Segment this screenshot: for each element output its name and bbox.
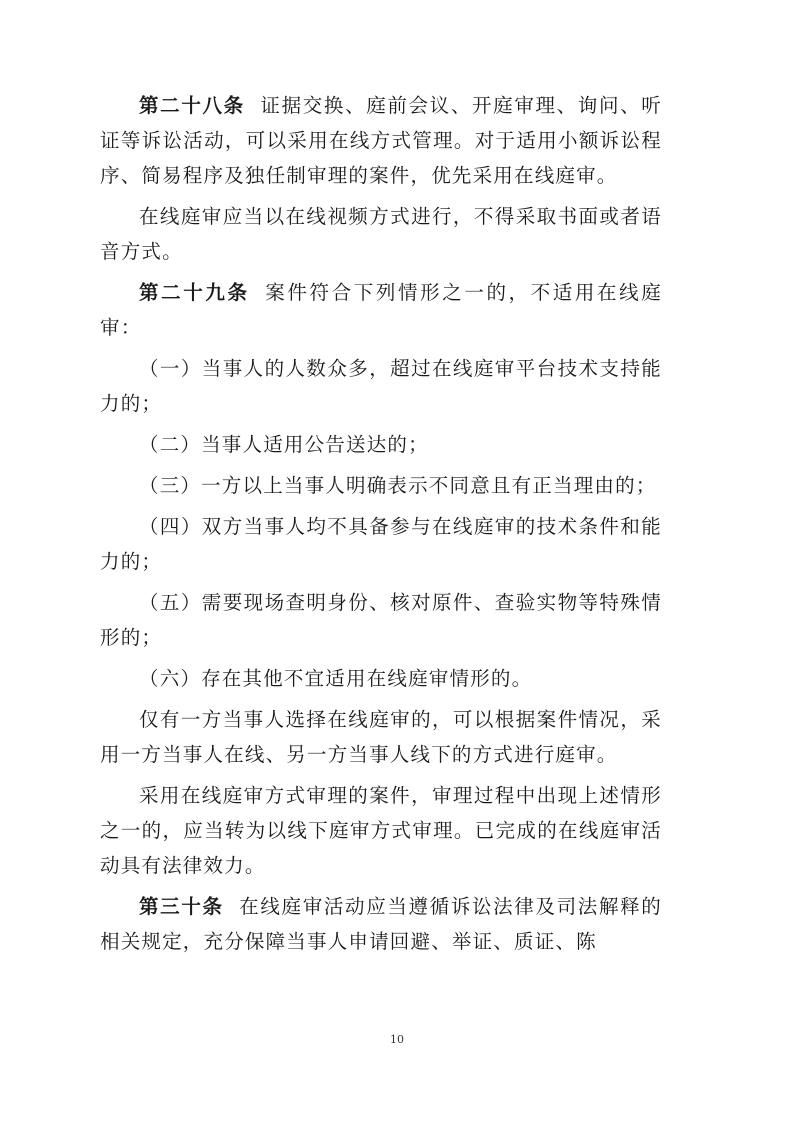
- article-29-item-3: （三）一方以上当事人明确表示不同意且有正当理由的；: [139, 474, 657, 497]
- article-29-item-5: （五）需要现场查明身份、核对原件、查验实物等特殊情形的；: [100, 591, 662, 649]
- article-29-item-2: （二）当事人适用公告送达的；: [139, 433, 429, 456]
- page-number: 10: [390, 1033, 404, 1046]
- article-30: [100, 889, 662, 959]
- article-28: [100, 88, 662, 193]
- article-30-text: 在线庭审活动应当遵循诉讼法律及司法解释的相关规定，充分保障当事人申请回避、举证、质证、陈: [100, 895, 662, 953]
- article-29-heading: 第二十九条: [139, 281, 250, 304]
- article-28-text: 证据交换、庭前会议、开庭审理、询问、听证等诉讼活动，可以采用在线方式管理。对于适用小额诉讼程序、简易程序及独任制审理的案件，优先采用在线庭审。: [100, 94, 662, 187]
- article-29: [100, 275, 662, 345]
- article-29-item-1: （一）当事人的人数众多，超过在线庭审平台技术支持能力的；: [100, 357, 662, 415]
- article-29-item-6: （六）存在其他不宜适用在线庭审情形的。: [139, 667, 533, 690]
- document-body: [100, 88, 662, 959]
- article-29-item-4: （四）双方当事人均不具备参与在线庭审的技术条件和能力的；: [100, 515, 662, 573]
- article-29-text: 案件符合下列情形之一的，不适用在线庭审：: [100, 281, 662, 339]
- article-30-heading: 第三十条: [139, 895, 224, 918]
- article-29-paragraph-a: 仅有一方当事人选择在线庭审的，可以根据案件情况，采用一方当事人在线、另一方当事人线下的方式进行庭审。: [100, 708, 662, 766]
- article-28-heading: 第二十八条: [139, 94, 245, 117]
- article-29-paragraph-b: 采用在线庭审方式审理的案件，审理过程中出现上述情形之一的，应当转为以线下庭审方式审理。已完成的在线庭审活动具有法律效力。: [100, 784, 662, 877]
- article-28-paragraph-2: 在线庭审应当以在线视频方式进行，不得采取书面或者语音方式。: [100, 205, 662, 263]
